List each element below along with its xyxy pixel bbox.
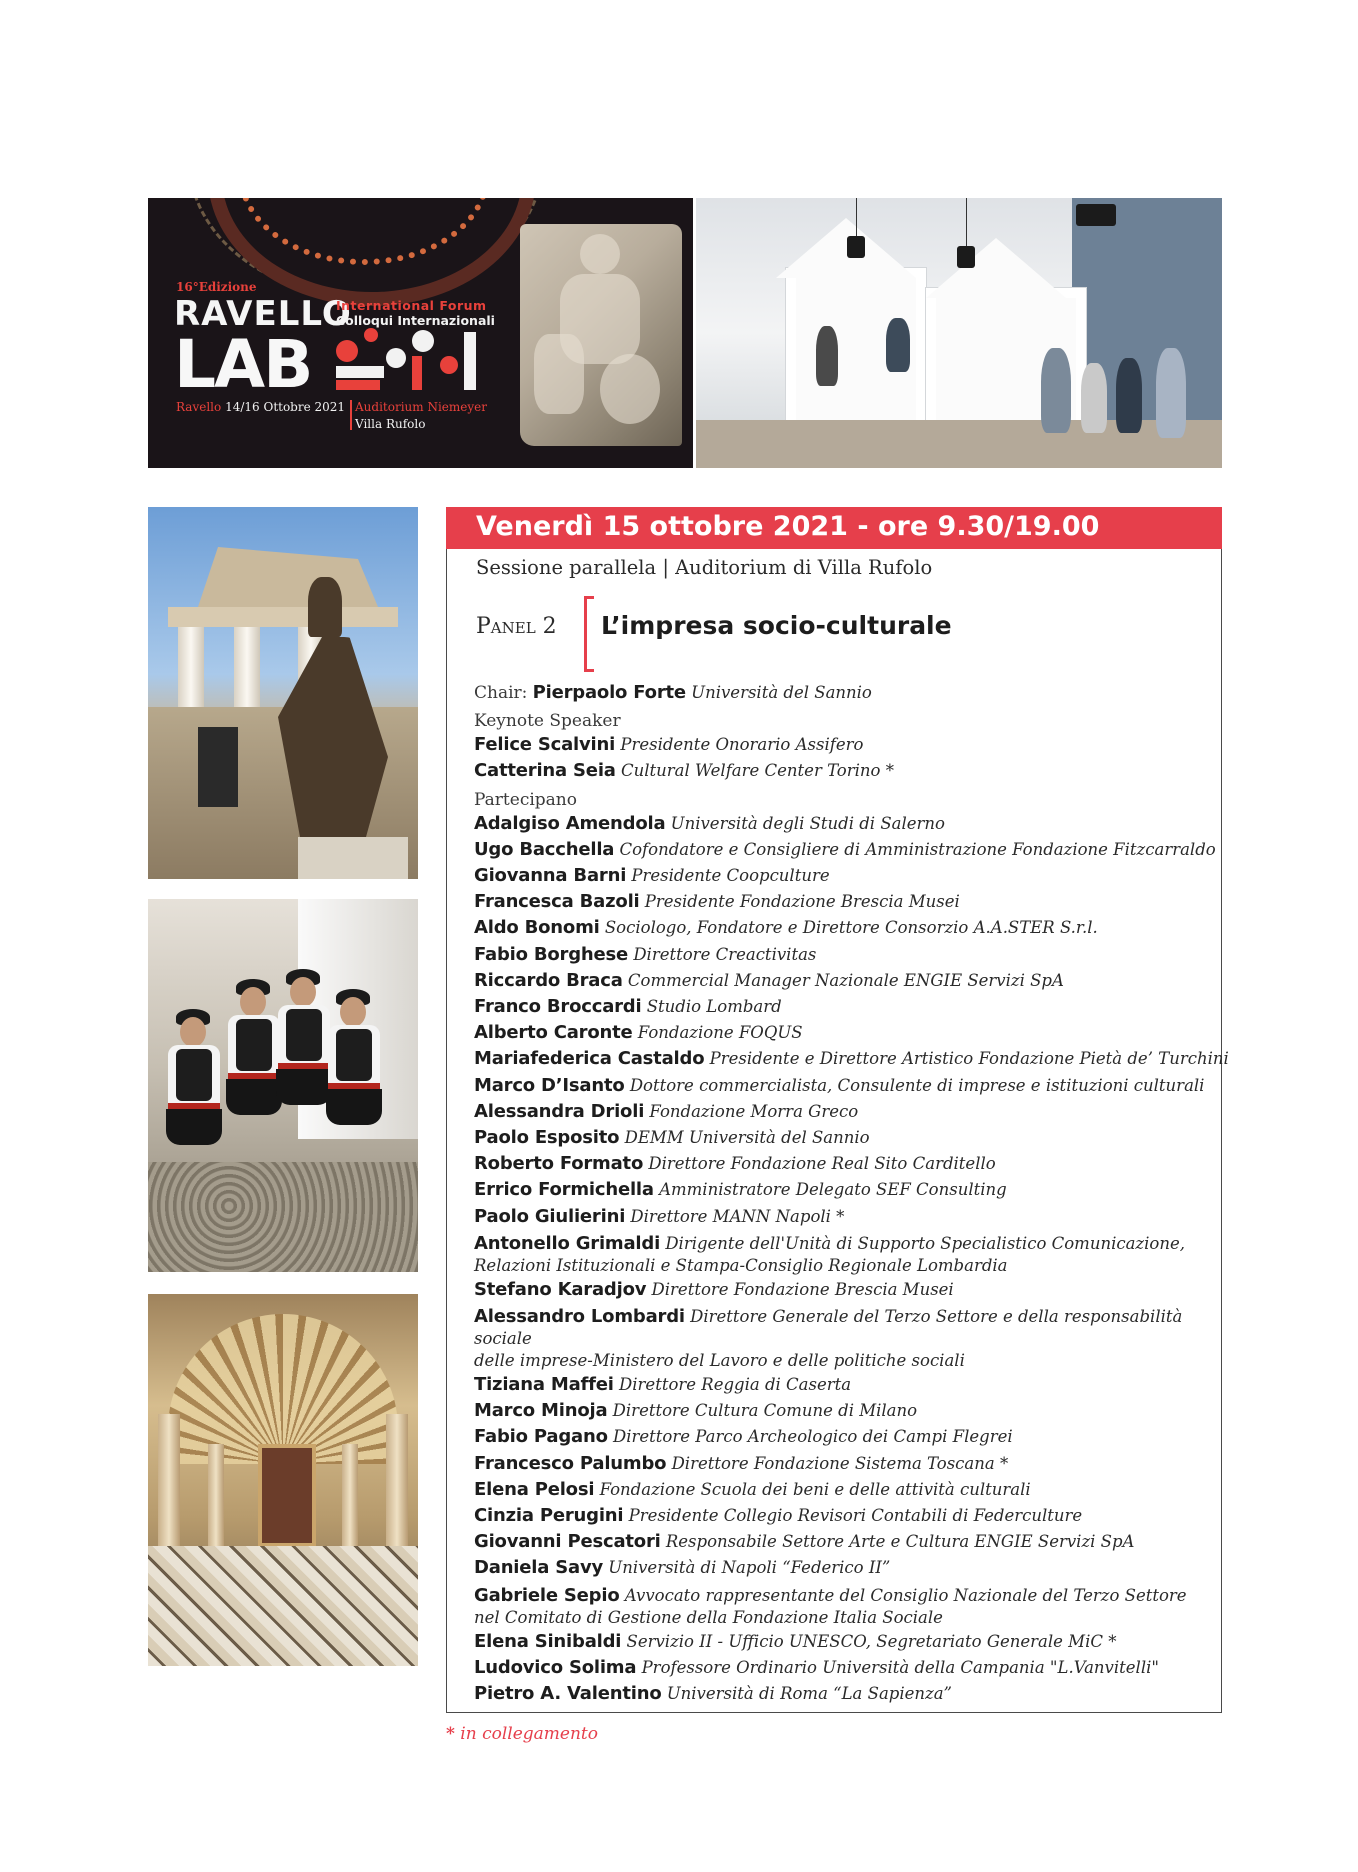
- participant-name: Francesca Bazoli: [474, 891, 640, 913]
- participant-role: Studio Lombard: [646, 997, 782, 1017]
- year-logo: [328, 326, 488, 396]
- marble-relief-image: [520, 224, 682, 446]
- participant-role: Direttore Fondazione Sistema Toscana *: [671, 1453, 1009, 1473]
- header-banner: [148, 198, 1222, 468]
- participant-item: [474, 1582, 1214, 1629]
- library-interior-photo: [696, 198, 1222, 468]
- participant-role: Presidente Coopculture: [631, 866, 830, 886]
- participant-item: [474, 1503, 1214, 1529]
- footnote: [446, 1724, 598, 1744]
- participant-item: [474, 1629, 1214, 1655]
- participant-item: [474, 968, 1214, 994]
- participant-role: Direttore Fondazione Real Sito Carditello: [648, 1154, 996, 1174]
- participant-item: [474, 1020, 1214, 1046]
- participant-name: Mariafederica Castaldo: [474, 1048, 705, 1070]
- participant-role: Amministratore Delegato SEF Consulting: [659, 1180, 1007, 1200]
- event-logo-panel: [148, 198, 693, 468]
- participant-role: DEMM Università del Sannio: [624, 1128, 870, 1148]
- participant-item: [474, 811, 1214, 837]
- participant-item: [474, 1372, 1214, 1398]
- participant-role: Direttore Reggia di Caserta: [619, 1375, 852, 1395]
- participant-item: [474, 1099, 1214, 1125]
- participant-item: [474, 1529, 1214, 1555]
- participant-name: Franco Broccardi: [474, 996, 642, 1018]
- participant-name: Ludovico Solima: [474, 1656, 637, 1678]
- participant-name: Fabio Borghese: [474, 943, 629, 965]
- participants-list: [474, 811, 1229, 1708]
- participant-role: Direttore Generale del Terzo Settore e della responsabilità sociale: [474, 1307, 1183, 1349]
- palace-hall-photo: [148, 1294, 418, 1666]
- participant-name: Alessandra Drioli: [474, 1100, 645, 1122]
- participant-item: [474, 1555, 1214, 1581]
- participant-role: Sociologo, Fondatore e Direttore Consorzio A.A.STER S.r.l.: [604, 918, 1098, 938]
- keynote-item: Felice Scalvini Presidente Onorario Assifero: [474, 734, 864, 756]
- participant-item: [474, 1177, 1214, 1203]
- chair-label: Chair:: [474, 683, 528, 703]
- participant-item: [474, 1477, 1214, 1503]
- participant-role: Direttore MANN Napoli *: [630, 1206, 845, 1226]
- panel-title: L’impresa socio-culturale: [601, 611, 952, 640]
- session-info: Sessione parallela | Auditorium di Villa Rufolo: [476, 556, 933, 579]
- venue-name: Auditorium Niemeyer: [355, 400, 487, 414]
- participant-name: Aldo Bonomi: [474, 917, 600, 939]
- participant-role: Università di Roma “La Sapienza”: [666, 1684, 952, 1704]
- participant-role: Professore Ordinario Università della Campania "L.Vanvitelli": [641, 1657, 1159, 1677]
- participant-name: Francesco Palumbo: [474, 1452, 667, 1474]
- roman-temple-photo: [148, 507, 418, 879]
- participant-role: Presidente Fondazione Brescia Musei: [644, 892, 960, 912]
- speakers-list: [474, 680, 1229, 1707]
- participant-item: [474, 1125, 1214, 1151]
- participant-name: Fabio Pagano: [474, 1426, 608, 1448]
- participant-name: Giovanna Barni: [474, 865, 627, 887]
- participant-role: Presidente e Direttore Artistico Fondazione Pietà de’ Turchini: [709, 1049, 1229, 1069]
- participant-item: [474, 1681, 1214, 1707]
- participant-role: Direttore Fondazione Brescia Musei: [651, 1279, 954, 1299]
- participant-item: [474, 915, 1214, 941]
- participant-role: Fondazione Morra Greco: [649, 1101, 859, 1121]
- participant-role: Direttore Cultura Comune di Milano: [612, 1401, 918, 1421]
- participant-name: Daniela Savy: [474, 1557, 604, 1579]
- participant-role: Università di Napoli “Federico II”: [608, 1558, 891, 1578]
- participant-name: Alessandro Lombardi: [474, 1306, 685, 1328]
- participant-item: [474, 994, 1214, 1020]
- participant-role-continued: Relazioni Istituzionali e Stampa-Consiglio Regionale Lombardia: [474, 1255, 1008, 1275]
- ravello-wordmark: RAVELLO: [174, 294, 352, 334]
- participant-item: [474, 942, 1214, 968]
- participant-role: Direttore Parco Archeologico dei Campi Flegrei: [613, 1427, 1013, 1447]
- participant-name: Errico Formichella: [474, 1179, 654, 1201]
- participant-name: Stefano Karadjov: [474, 1278, 647, 1300]
- participant-role: Presidente Collegio Revisori Contabili di Federculture: [628, 1506, 1083, 1526]
- participant-item: [474, 1655, 1214, 1681]
- event-dates: Ravello 14/16 Ottobre 2021: [176, 400, 346, 414]
- participant-role: Dottore commercialista, Consulente di imprese e istituzioni culturali: [629, 1075, 1205, 1095]
- participant-name: Alberto Caronte: [474, 1022, 633, 1044]
- participant-item: [474, 1204, 1214, 1230]
- participant-item: [474, 1277, 1214, 1303]
- footnote-text: in collegamento: [460, 1724, 598, 1744]
- participant-name: Roberto Formato: [474, 1153, 644, 1175]
- participant-item: [474, 1398, 1214, 1424]
- participant-role: Direttore Creactivitas: [633, 944, 817, 964]
- participant-name: Paolo Giulierini: [474, 1205, 626, 1227]
- chair-name: Pierpaolo Forte: [532, 682, 686, 703]
- date-banner: [446, 507, 1222, 549]
- date-time: Venerdì 15 ottobre 2021 - ore 9.30/19.00: [476, 511, 1100, 542]
- participant-name: Giovanni Pescatori: [474, 1531, 661, 1553]
- participant-name: Gabriele Sepio: [474, 1584, 620, 1606]
- participant-role: Commercial Manager Nazionale ENGIE Servizi SpA: [627, 970, 1064, 990]
- participant-name: Elena Pelosi: [474, 1478, 595, 1500]
- participant-name: Marco Minoja: [474, 1400, 608, 1422]
- participant-name: Ugo Bacchella: [474, 838, 615, 860]
- participant-item: [474, 1424, 1214, 1450]
- lab-wordmark: LAB: [174, 326, 312, 403]
- participant-role: Avvocato rappresentante del Consiglio Nazionale del Terzo Settore: [624, 1585, 1187, 1605]
- forum-title: International Forum: [336, 298, 487, 313]
- venue-location: Villa Rufolo: [355, 417, 426, 431]
- participant-name: Cinzia Perugini: [474, 1505, 624, 1527]
- asterisk: *: [446, 1724, 455, 1744]
- participants-label: Partecipano: [474, 789, 577, 810]
- participant-name: Pietro A. Valentino: [474, 1683, 662, 1705]
- participant-item: [474, 1073, 1214, 1099]
- participant-name: Tiziana Maffei: [474, 1374, 614, 1396]
- participant-item: [474, 837, 1214, 863]
- participant-item: [474, 1451, 1214, 1477]
- keynote-item: Catterina Seia Cultural Welfare Center Torino *: [474, 760, 894, 782]
- chair-role: Università del Sannio: [691, 683, 872, 702]
- participant-role: Cofondatore e Consigliere di Amministrazione Fondazione Fitzcarraldo: [619, 839, 1216, 859]
- participant-name: Antonello Grimaldi: [474, 1232, 661, 1254]
- participant-role-continued: nel Comitato di Gestione della Fondazione Italia Sociale: [474, 1607, 943, 1627]
- participant-role: Servizio II - Ufficio UNESCO, Segretariato Generale MiC *: [626, 1631, 1117, 1651]
- edition-label: 16°Edizione: [176, 280, 257, 294]
- sardinian-singers-photo: [148, 899, 418, 1272]
- participant-role-continued: delle imprese-Ministero del Lavoro e delle politiche sociali: [474, 1351, 965, 1371]
- forum-subtitle: Colloqui Internazionali: [336, 313, 495, 328]
- participant-role: Dirigente dell'Unità di Supporto Specialistico Comunicazione,: [665, 1233, 1185, 1253]
- participant-name: Adalgiso Amendola: [474, 812, 666, 834]
- participant-name: Paolo Esposito: [474, 1127, 620, 1149]
- participant-item: [474, 889, 1214, 915]
- participant-item: [474, 1303, 1214, 1372]
- participant-item: [474, 1230, 1214, 1277]
- keynote-label: Keynote Speaker: [474, 711, 621, 732]
- participant-item: [474, 1046, 1229, 1072]
- participant-name: Riccardo Braca: [474, 969, 623, 991]
- bracket-decoration: [584, 596, 594, 672]
- participant-item: [474, 863, 1214, 889]
- panel-label: Panel 2: [476, 614, 557, 639]
- participant-role: Fondazione Scuola dei beni e delle attività culturali: [599, 1479, 1031, 1499]
- participant-item: [474, 1151, 1214, 1177]
- chair-line: [474, 680, 1214, 706]
- participant-name: Elena Sinibaldi: [474, 1630, 622, 1652]
- participant-role: Università degli Studi di Salerno: [670, 813, 945, 833]
- participant-name: Marco D’Isanto: [474, 1074, 625, 1096]
- participant-role: Responsabile Settore Arte e Cultura ENGIE Servizi SpA: [665, 1532, 1135, 1552]
- participant-role: Fondazione FOQUS: [637, 1023, 803, 1043]
